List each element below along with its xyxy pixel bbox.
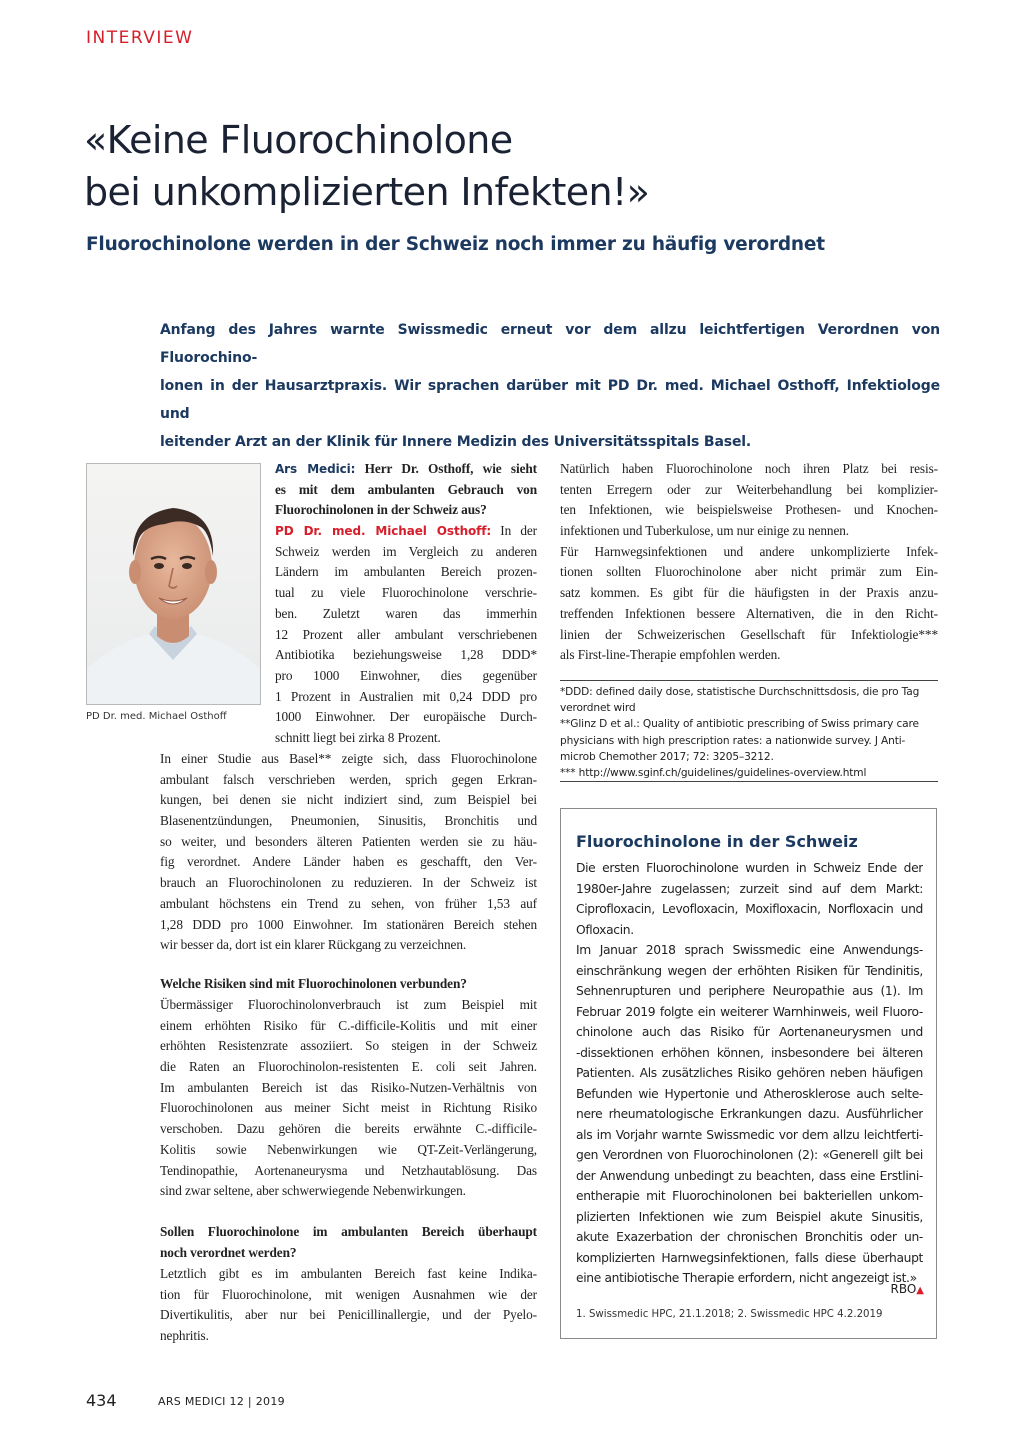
box-line: 1980er-Jahre zugelassen; zurzeit sind auf dem Markt: — [576, 881, 923, 896]
lead-line: lonen in der Hausarztpraxis. Wir sprachen darüber mit PD Dr. med. Michael Osthoff, Infektiologe und — [160, 378, 940, 422]
body-line: Fluorochinolonen aus meiner Sicht meist in Richtung Risiko — [160, 1100, 537, 1116]
body-line: infektionen und Tuberkulose, um nur einige zu nennen. — [560, 523, 850, 539]
box-line: Ofloxacin. — [576, 922, 634, 937]
footnote-line: microb Chemother 2017; 72: 3205–3212. — [560, 750, 774, 763]
body-line: Natürlich haben Fluorochinolone noch ihren Platz bei resis- — [560, 461, 938, 476]
lead-line: leitender Arzt an der Klinik für Innere Medizin des Universitätsspitals Basel. — [160, 434, 752, 450]
answer1-continued — [160, 749, 537, 956]
body-line: die Raten an Fluorochinolon-resistenten E. coli seit Jahren. — [160, 1059, 537, 1075]
body-line: Kolitis sowie Nebenwirkungen wie QT-Zeit-Verlängerung, — [160, 1141, 537, 1157]
question-line: Fluorochinolonen in der Schweiz aus? — [275, 502, 487, 518]
question-line: noch verordnet werden? — [160, 1244, 297, 1260]
question-text: Herr Dr. Osthoff, wie sieht — [364, 461, 537, 476]
box-line: Patienten. Als zusätzliches Risiko gehören neben häufigen — [576, 1066, 923, 1080]
box-references: 1. Swissmedic HPC, 21.1.2018; 2. Swissmedic HPC 4.2.2019 — [576, 1309, 883, 1320]
triangle-icon: ▲ — [916, 1285, 924, 1296]
author-signature — [860, 1282, 924, 1296]
body-line: verschoben. Dazu gehören die bereits erwähnte C.-difficile- — [160, 1121, 537, 1137]
body-line: 12 Prozent aller ambulant verschriebenen — [275, 626, 537, 642]
box-line: akute Exazerbation der chronischen Bronchitis oder un- — [576, 1230, 923, 1244]
box-line: gen Verordnen von Fluorochinolonen (2): «Generell gilt bei — [576, 1148, 923, 1162]
box-line: Ciprofloxacin, Levofloxacin, Moxifloxacin, Norfloxacin und — [576, 902, 923, 916]
body-line: als First-line-Therapie empfohlen werden. — [560, 647, 781, 663]
author-photo — [86, 463, 261, 705]
body-line: tenten Erregern oder zur Weiterbehandlung bei komplizier- — [560, 481, 938, 497]
body-line: linien der Schweizerischen Gesellschaft für Infektiologie*** — [560, 626, 938, 642]
body-line: erhöhten Resistenzrate assoziiert. So steigen in der Schweiz — [160, 1038, 537, 1054]
body-line: tual zu viele Fluorochinolone verschrie- — [275, 585, 537, 601]
body-line: ten Infektionen, wie beispielsweise Prothesen- und Knochen- — [560, 502, 938, 518]
title-line: bei unkomplizierten Infekten!» — [84, 170, 650, 214]
body-line: Übermässiger Fluorochinolonverbrauch ist zum Beispiel mit — [160, 997, 537, 1012]
body-line: einem erhöhten Risiko für C.-difficile-Kolitis und mit einer — [160, 1017, 537, 1033]
box-line: Sehnenrupturen und periphere Neuropathie aus (1). Im — [576, 984, 923, 998]
body-line: Ländern im ambulanten Bereich prozen- — [275, 564, 537, 580]
question2 — [160, 974, 537, 995]
footnote-line: physicians with high prescription rates: a nationwide survey. J Anti- — [560, 734, 906, 747]
body-line: brauch an Fluorochinolonen zu reduzieren. In der Schweiz ist — [160, 875, 537, 891]
body-line — [275, 521, 537, 542]
footnote-line: **Glinz D et al.: Quality of antibiotic prescribing of Swiss primary care — [560, 718, 919, 731]
body-line: Für Harnwegsinfektionen und andere unkomplizierte Infek- — [560, 543, 938, 559]
body-line: In einer Studie aus Basel** zeigte sich, dass Fluorochinolone — [160, 751, 537, 766]
info-box-text — [576, 858, 923, 1289]
question3 — [160, 1222, 537, 1263]
article-title — [84, 114, 954, 218]
body-line: Antibiotika beziehungsweise 1,28 DDD* — [275, 647, 537, 663]
body-line: ambulant falsch verschrieben werden, sprich gegen Erkran- — [160, 771, 537, 787]
title-line: «Keine Fluorochinolone — [84, 118, 513, 162]
body-line: pro 1000 Einwohner, dies gegenüber — [275, 667, 537, 683]
footnotes — [560, 684, 938, 781]
body-line: satz kommen. Es gibt für die häufigsten in der Praxis anzu- — [560, 585, 938, 601]
box-line: Im Januar 2018 sprach Swissmedic eine Anwendungs- — [576, 943, 923, 957]
body-line: 1,28 DDD pro 1000 Einwohner. Im stationären Bereich stehen — [160, 916, 537, 932]
box-line: Befunden wie Hypertonie und Atherosklerose auch selte- — [576, 1086, 923, 1101]
box-line: Die ersten Fluorochinolone wurden in Schweiz Ende der — [576, 861, 923, 875]
box-line: als im Vorjahr warnte Swissmedic vor dem allzu leichtferti- — [576, 1127, 923, 1142]
body-line: so weiter, und besonders älteren Patienten werden sie zu häu- — [160, 833, 537, 849]
question-line: Welche Risiken sind mit Fluorochinolonen verbunden? — [160, 976, 467, 991]
body-line: 1000 Einwohner. Der europäische Durch- — [275, 709, 537, 725]
body-line: Schweiz werden im Vergleich zu anderen — [275, 543, 537, 559]
body-line: ben. Zuletzt waren das immerhin — [275, 605, 537, 621]
body-line: Tendinopathie, Aortenaneurysma und Netzhautablösung. Das — [160, 1162, 537, 1178]
box-line: komplizierten Harnwegsinfektionen, falls diese überhaupt — [576, 1250, 923, 1265]
body-line: sind zwar seltene, aber schwerwiegende Nebenwirkungen. — [160, 1183, 466, 1199]
box-line: entherapie mit Fluorochinolonen bei bakteriellen unkom- — [576, 1189, 923, 1203]
speaker-expert: PD Dr. med. Michael Osthoff: — [275, 524, 492, 539]
body-line: 1 Prozent in Australien mit 0,24 DDD pro — [275, 688, 537, 704]
question-line: Sollen Fluorochinolone im ambulanten Bereich überhaupt — [160, 1224, 537, 1239]
interview-intro — [275, 459, 537, 749]
body-line: tionen sollten Fluorochinolone aber nicht primär zum Ein- — [560, 564, 938, 580]
signature-text: RBO — [890, 1282, 917, 1296]
footnote-line: *** http://www.sginf.ch/guidelines/guidelines-overview.html — [560, 766, 867, 779]
info-box-title: Fluorochinolone in der Schweiz — [576, 832, 858, 851]
body-line: nephritis. — [160, 1328, 209, 1344]
lead-line: Anfang des Jahres warnte Swissmedic erneut vor dem allzu leichtfertigen Verordnen von Fluorochino- — [160, 322, 940, 366]
answer2 — [160, 995, 537, 1202]
box-line: chinolone auch das Risiko für Aortenaneurysmen und — [576, 1025, 923, 1039]
body-line: wir besser da, dort ist ein klarer Rückgang zu verzeichnen. — [160, 937, 467, 953]
footnote-line: verordnet wird — [560, 702, 636, 715]
speaker-interviewer: Ars Medici: — [275, 462, 356, 476]
body-line — [275, 459, 537, 480]
body-line: Divertikulitis, aber nur bei Penicillinallergie, und der Pyelo- — [160, 1307, 537, 1323]
box-line: nere rheumatologische Erkrankungen dazu. Ausführlicher — [576, 1107, 923, 1121]
box-line: plizierten Infektionen wie zum Beispiel akute Sinusitis, — [576, 1209, 923, 1224]
box-line: der Anwendung unbedingt zu beachten, dass eine Erstlini- — [576, 1168, 923, 1183]
body-line: schnitt liegt bei zirka 8 Prozent. — [275, 729, 441, 745]
box-line: einschränkung wegen der erhöhten Risiken für Tendinitis, — [576, 963, 923, 978]
article-subtitle: Fluorochinolone werden in der Schweiz noch immer zu häufig verordnet — [86, 234, 825, 255]
question-line: es mit dem ambulanten Gebrauch von — [275, 481, 537, 497]
box-line: eine antibiotische Therapie erfordern, nicht angezeigt ist.» — [576, 1271, 917, 1285]
body-line: Blasenentzündungen, Pneumonien, Sinusitis, Bronchitis und — [160, 813, 537, 829]
body-line: kungen, bei denen sie nicht indiziert sind, zum Beispiel bei — [160, 792, 537, 808]
box-line: Februar 2019 folgte ein weiterer Warnhinweis, weil Fluoro- — [576, 1004, 923, 1019]
footnote-rule-bottom — [560, 781, 938, 782]
body-line: Letztlich gibt es im ambulanten Bereich fast keine Indika- — [160, 1266, 537, 1281]
journal-issue: ARS MEDICI 12 | 2019 — [158, 1395, 285, 1408]
answer-text: In der — [500, 523, 537, 539]
footnote-rule-top — [560, 680, 938, 681]
body-line: tion für Fluorochinolone, mit wenigen Ausnahmen wie der — [160, 1286, 537, 1302]
box-line: -dissektionen erhöhen können, insbesondere bei älteren — [576, 1045, 923, 1060]
answer3 — [160, 1264, 537, 1347]
body-line: ambulant höchstens ein Trend zu sehen, von früher 1,53 auf — [160, 895, 537, 911]
footnote-line: *DDD: defined daily dose, statistische Durchschnittsdosis, die pro Tag — [560, 686, 920, 698]
page-number: 434 — [86, 1391, 117, 1410]
portrait-image — [87, 464, 260, 704]
answer3-continued — [560, 459, 938, 666]
body-line: Im ambulanten Bereich ist das Risiko-Nutzen-Verhältnis von — [160, 1079, 537, 1095]
body-line: treffenden Infektionen bessere Alternativen, die in den Richt- — [560, 605, 938, 621]
lead-paragraph — [160, 316, 940, 456]
body-line: fig verordnet. Andere Länder haben es geschafft, den Ver- — [160, 854, 537, 870]
section-label: INTERVIEW — [86, 28, 194, 48]
photo-caption: PD Dr. med. Michael Osthoff — [86, 711, 227, 722]
